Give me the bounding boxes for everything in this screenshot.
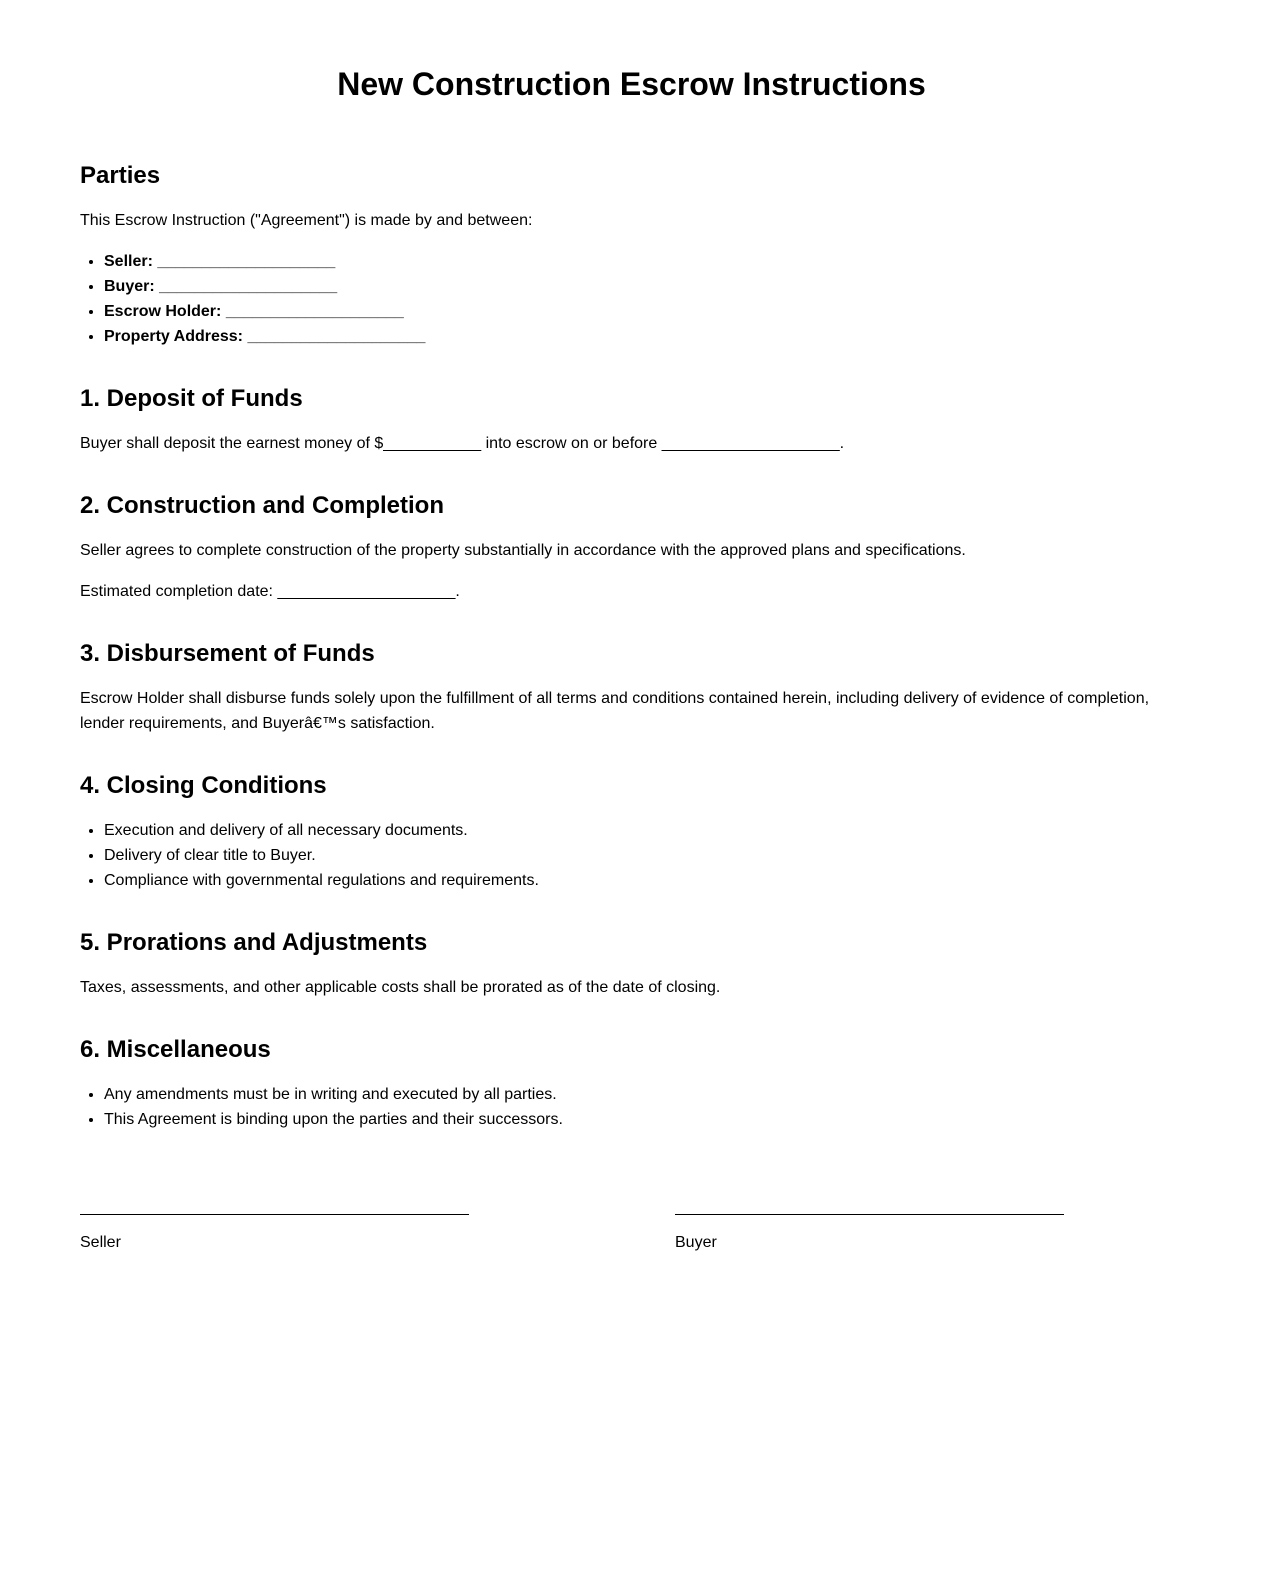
party-escrow-holder [104, 299, 1183, 324]
section-deposit-of-funds [80, 385, 1183, 456]
parties-list [80, 249, 1183, 349]
signature-seller [80, 1214, 469, 1253]
section-paragraph: Taxes, assessments, and other applicable costs shall be prorated as of the date of closing. [80, 979, 721, 996]
party-buyer [104, 274, 1183, 299]
party-blank: ____________________ [225, 303, 404, 320]
section-construction-completion [80, 492, 1183, 604]
section-heading: 6. Miscellaneous [80, 1036, 271, 1063]
miscellaneous-list [80, 1082, 1183, 1132]
list-item: • Delivery of clear title to Buyer. [104, 843, 1183, 868]
section-heading: 3. Disbursement of Funds [80, 640, 375, 667]
signature-line [80, 1214, 469, 1215]
party-label: Buyer: [104, 278, 160, 295]
signature-block [80, 1214, 1183, 1253]
party-blank: ____________________ [157, 253, 336, 270]
list-item: • This Agreement is binding upon the parties and their successors. [104, 1107, 1183, 1132]
section-paragraph: Buyer shall deposit the earnest money of $___________ into escrow on or before ____________________. [80, 435, 845, 452]
party-label: Escrow Holder: [104, 303, 226, 320]
section-paragraph: Seller agrees to complete construction of the property substantially in accordance with the approved plans and specifications. [80, 542, 966, 559]
signature-buyer [675, 1214, 1064, 1253]
section-closing-conditions [80, 772, 1183, 893]
section-heading: 2. Construction and Completion [80, 492, 444, 519]
section-parties [80, 162, 1183, 349]
document-title: New Construction Escrow Instructions [337, 66, 926, 102]
section-heading: 5. Prorations and Adjustments [80, 929, 428, 956]
closing-conditions-list [80, 818, 1183, 893]
party-blank: ____________________ [247, 328, 426, 345]
list-item: • Compliance with governmental regulations and requirements. [104, 868, 1183, 893]
list-item: • Execution and delivery of all necessary documents. [104, 818, 1183, 843]
party-label: Seller: [104, 253, 158, 270]
section-heading: 1. Deposit of Funds [80, 385, 303, 412]
section-heading: 4. Closing Conditions [80, 772, 327, 799]
signature-line [675, 1214, 1064, 1215]
section-paragraph: Escrow Holder shall disburse funds solely upon the fulfillment of all terms and conditions contained herein, including delivery of evidence of completion, lender requirements, and Buyerâ€™s satisfaction. [80, 690, 1150, 732]
section-miscellaneous [80, 1036, 1183, 1132]
signature-label: Buyer [675, 1234, 717, 1251]
signature-label: Seller [80, 1234, 121, 1251]
party-property-address [104, 324, 1183, 349]
parties-intro: This Escrow Instruction ("Agreement") is made by and between: [80, 212, 533, 229]
party-label: Property Address: [104, 328, 248, 345]
completion-date-paragraph: Estimated completion date: ____________________. [80, 583, 460, 600]
section-heading: Parties [80, 162, 161, 189]
list-item: • Any amendments must be in writing and executed by all parties. [104, 1082, 1183, 1107]
section-disbursement-of-funds [80, 640, 1183, 736]
section-prorations-adjustments [80, 929, 1183, 1000]
party-blank: ____________________ [159, 278, 338, 295]
party-seller [104, 249, 1183, 274]
